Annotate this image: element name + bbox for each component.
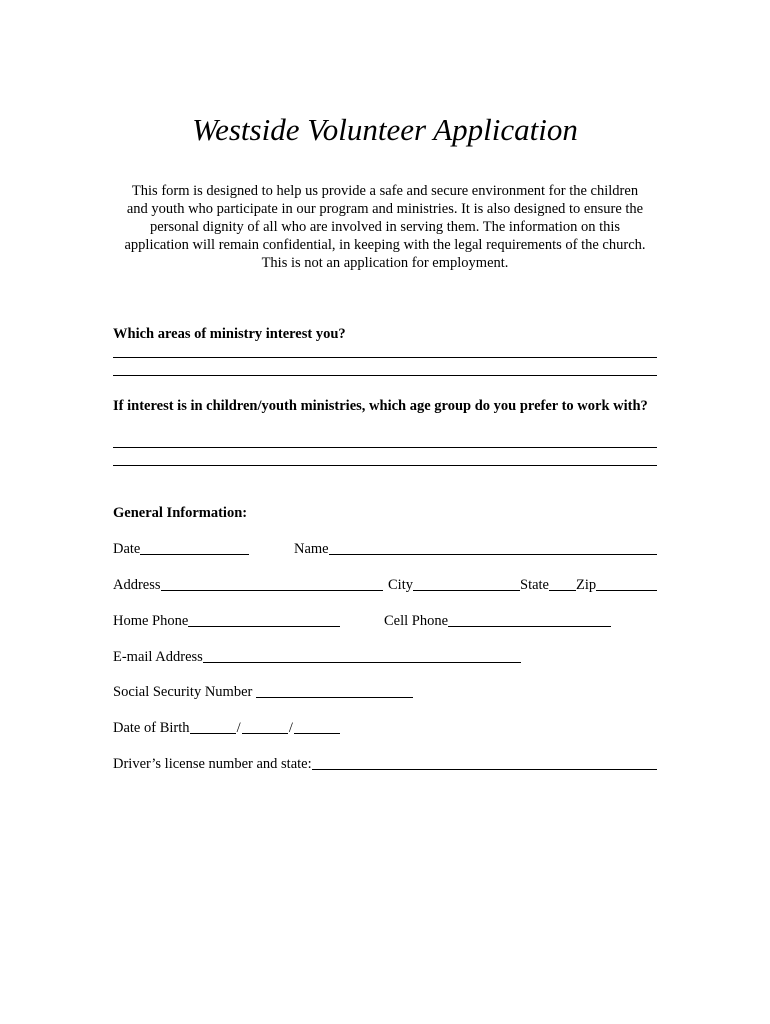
ministry-areas-answer-line-2[interactable]: [113, 375, 657, 376]
address-field: [113, 574, 383, 594]
address-input-line[interactable]: [161, 576, 383, 591]
home-phone-input-line[interactable]: [188, 612, 340, 627]
city-label: City: [388, 577, 413, 593]
intro-line: personal dignity of all who are involved in serving them. The information on this: [149, 219, 621, 235]
intro-line: This is not an application for employment.: [261, 255, 509, 271]
city-field: [388, 574, 520, 594]
zip-field: [576, 574, 657, 594]
ministry-areas-question: Which areas of ministry interest you?: [113, 326, 346, 342]
ministry-areas-answer-line-1[interactable]: [113, 357, 657, 358]
page-title: Westside Volunteer Application: [192, 112, 578, 147]
dob-day-input-line[interactable]: [242, 719, 288, 734]
dob-month-input-line[interactable]: [190, 719, 236, 734]
intro-paragraph: [113, 182, 657, 272]
ssn-label: Social Security Number: [113, 684, 253, 700]
cell-phone-label: Cell Phone: [384, 613, 449, 629]
drivers-license-input-line[interactable]: [312, 755, 657, 770]
ssn-input-line[interactable]: [256, 683, 413, 698]
date-label: Date: [113, 541, 141, 557]
cell-phone-input-line[interactable]: [448, 612, 611, 627]
home-phone-field: [113, 610, 340, 630]
state-label: State: [520, 577, 549, 593]
date-of-birth-field: [113, 717, 340, 737]
email-field: [113, 646, 521, 666]
dob-year-input-line[interactable]: [294, 719, 340, 734]
cell-phone-field: [384, 610, 611, 630]
zip-input-line[interactable]: [596, 576, 657, 591]
age-group-question: If interest is in children/youth ministries, which age group do you prefer to work with?: [113, 398, 648, 414]
intro-line: and youth who participate in our program and ministries. It is also designed to ensure the: [126, 201, 644, 217]
name-field: [294, 538, 657, 558]
dob-label: Date of Birth: [113, 720, 190, 736]
age-group-answer-line-1[interactable]: [113, 447, 657, 448]
general-information-heading: General Information:: [113, 505, 248, 521]
home-phone-label: Home Phone: [113, 613, 189, 629]
ssn-field: [113, 681, 413, 701]
dob-separator: /: [236, 720, 241, 736]
name-label: Name: [294, 541, 329, 557]
state-field: [520, 574, 576, 594]
drivers-license-label: Driver’s license number and state:: [113, 756, 312, 772]
dob-separator: /: [288, 720, 293, 736]
zip-label: Zip: [576, 577, 597, 593]
intro-line: application will remain confidential, in keeping with the legal requirements of the church.: [124, 237, 646, 253]
intro-line: This form is designed to help us provide a safe and secure environment for the children: [131, 183, 639, 199]
drivers-license-field: [113, 753, 657, 773]
age-group-answer-line-2[interactable]: [113, 465, 657, 466]
state-input-line[interactable]: [549, 576, 576, 591]
city-input-line[interactable]: [413, 576, 520, 591]
email-input-line[interactable]: [203, 648, 521, 663]
name-input-line[interactable]: [329, 540, 657, 555]
email-label: E-mail Address: [113, 649, 203, 665]
date-input-line[interactable]: [140, 540, 249, 555]
address-label: Address: [113, 577, 161, 593]
date-field: [113, 538, 249, 558]
